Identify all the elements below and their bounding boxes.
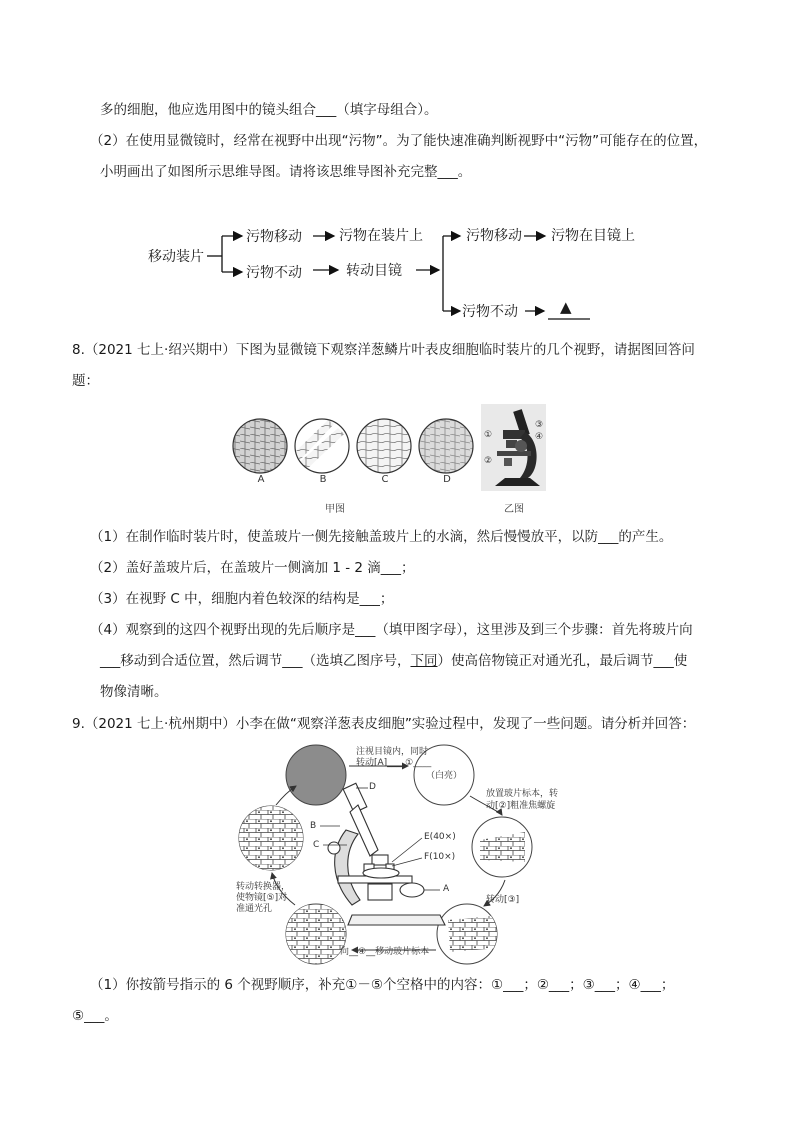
flow-dirt-on-slide: 污物在装片上: [339, 228, 423, 244]
q8-sub-1: （1）在制作临时装片时，使盖玻片一侧先接触盖玻片上的水滴，然后慢慢放平，以防___的产生。: [90, 529, 673, 545]
fig-bright: （白亮）: [425, 771, 462, 781]
fig-top-1: 注视目镜内，同时: [356, 747, 429, 757]
view-bottom-right: [448, 915, 500, 952]
fig-top-2: 转动[A]____①____: [356, 758, 432, 768]
flow-turn-eyepiece: 转动目镜: [346, 263, 402, 279]
q9-sub-1: （1）你按箭号指示的 6 个视野顺序，补充①－⑤个空格中的内容：①___；②___；③___；④___；: [90, 977, 675, 993]
q8-line-1: 8.（2021 七上·绍兴期中）下图为显微镜下观察洋葱鳞片叶表皮细胞临时装片的几个视野，请据图回答问: [72, 342, 695, 358]
q7-line-3: 小明画出了如图所示思维导图。请将该思维导图补充完整___。: [100, 164, 472, 180]
flow-dirt-not-move-2: 污物不动: [462, 304, 518, 320]
q9-sub-1b: ⑤___。: [72, 1008, 118, 1024]
fig-right-2: 动[②]粗准焦螺旋: [486, 801, 556, 811]
q8-sub-4b-part2: ）使高倍物镜正对通光孔，最后调节___使: [437, 653, 688, 669]
mark-4: ④: [534, 432, 544, 442]
fig-label-c: C: [313, 840, 320, 850]
q7-line-2: （2）在使用显微镜时，经常在视野中出现“污物”。为了能快速准确判断视野中“污物”可能存在的位置，: [90, 133, 708, 149]
caption-yi: 乙图: [504, 504, 524, 515]
view-label-a: A: [257, 474, 265, 485]
q8-sub-4c: 物像清晰。: [100, 684, 168, 700]
view-label-b: B: [319, 474, 327, 485]
q8-line-2: 题：: [72, 373, 99, 389]
fig-turn3: 转动[③]: [486, 895, 520, 905]
flow-dirt-moves: 污物移动: [246, 229, 302, 245]
fig-bottom: 向__④__移动玻片标本: [340, 947, 430, 957]
q8-sub-4b-underlined: 下同: [410, 653, 438, 669]
fig-right-1: 放置玻片标本，转: [486, 789, 559, 799]
view-label-d: D: [443, 474, 451, 485]
flow-dirt-on-eyepiece: 污物在目镜上: [551, 228, 635, 244]
fig-label-d: D: [369, 782, 376, 792]
fig-left-3: 准通光孔: [236, 904, 273, 914]
caption-jia: 甲图: [325, 504, 345, 515]
q7-line-1: 多的细胞，他应选用图中的镜头组合___（填字母组合）。: [100, 102, 438, 118]
q9-line-1: 9.（2021 七上·杭州期中）小李在做“观察洋葱表皮细胞”实验过程中，发现了一些问题。请分析并回答：: [72, 716, 696, 732]
fig-label-f: F(10×): [424, 852, 456, 862]
q8-sub-4b-part1: ___移动到合适位置，然后调节___（选填乙图序号，: [100, 653, 411, 669]
flow-blank-mark: ▲: [560, 298, 572, 316]
q8-sub-3: （3）在视野 C 中，细胞内着色较深的结构是___；: [90, 591, 394, 607]
q8-sub-4a: （4）观察到的这四个视野出现的先后顺序是___（填甲图字母），这里涉及到三个步骤：首先将玻片向: [90, 622, 693, 638]
mark-1: ①: [483, 430, 493, 440]
fig-label-e: E(40×): [424, 832, 456, 842]
flow-dirt-moves-2: 污物移动: [466, 228, 522, 244]
flow-dirt-not-move: 污物不动: [246, 265, 302, 281]
fig-left-1: 转动转换器，: [236, 882, 291, 892]
view-label-c: C: [381, 474, 389, 485]
fig-left-2: 使物镜[⑤]对: [236, 893, 288, 903]
mark-2: ②: [483, 456, 493, 466]
fig-label-a: A: [443, 884, 450, 894]
flow-start: 移动装片: [148, 249, 204, 265]
view-left: [236, 804, 308, 874]
mark-3: ③: [534, 420, 544, 430]
q8-sub-2: （2）盖好盖玻片后，在盖玻片一侧滴加 1 - 2 滴___；: [90, 560, 415, 576]
view-dark: [286, 745, 346, 805]
fig-label-b: B: [310, 821, 317, 831]
